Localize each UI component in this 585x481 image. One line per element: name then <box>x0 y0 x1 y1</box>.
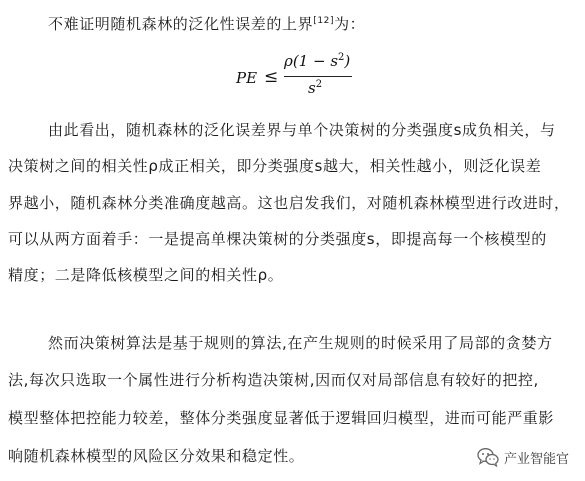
paragraph-3-line: 法,每次只选取一个属性进行分析构造决策树,因而仅对局部信息有较好的把控, <box>8 371 539 389</box>
generalization-error-formula <box>236 52 366 104</box>
paragraph-2-line: 界越小，随机森林分类准确度越高。这也启发我们，对随机森林模型进行改进时， <box>8 194 570 212</box>
wechat-watermark <box>477 446 569 468</box>
paragraph-3-line: 响随机森林模型的风险区分效果和稳定性。 <box>8 447 305 465</box>
paragraph-1 <box>48 12 585 33</box>
paragraph-1-text: 不难证明随机森林的泛化性误差的上界 <box>48 15 314 33</box>
numerator-exponent: 2 <box>338 52 345 63</box>
paragraph-2-line: 精度；二是降低核模型之间的相关性ρ。 <box>8 266 284 284</box>
formula-lhs: PE <box>236 69 258 87</box>
watermark-text: 产业智能官 <box>503 451 569 467</box>
paragraph-3-line: 然而决策树算法是基于规则的算法,在产生规则的时候采用了局部的贪婪方 <box>48 334 553 352</box>
formula-relation: ≤ <box>264 67 279 87</box>
numerator-main: ρ(1 − s <box>284 52 339 70</box>
wechat-icon <box>477 447 499 467</box>
formula-denominator <box>308 79 322 97</box>
numerator-close: ) <box>344 52 351 70</box>
formula-numerator <box>284 52 350 70</box>
fraction-bar <box>284 76 352 77</box>
paragraph-2-line: 可以从两方面着手：一是提高单棵决策树的分类强度s，即提高每一个核模型的 <box>8 230 547 248</box>
paragraph-1-tail: 为： <box>334 15 366 33</box>
denominator-exponent: 2 <box>315 79 323 90</box>
paragraph-2-line: 由此看出，随机森林的泛化误差界与单个决策树的分类强度s成负相关，与 <box>48 121 556 139</box>
paragraph-2-line: 决策树之间的相关性ρ成正相关，即分类强度s越大，相关性越小，则泛化误差 <box>8 157 542 175</box>
denominator-main: s <box>308 79 316 97</box>
citation-ref: [12] <box>313 16 335 26</box>
paragraph-3-line: 模型整体把控能力较差，整体分类强度显著低于逻辑回归模型，进而可能严重影 <box>8 409 555 427</box>
